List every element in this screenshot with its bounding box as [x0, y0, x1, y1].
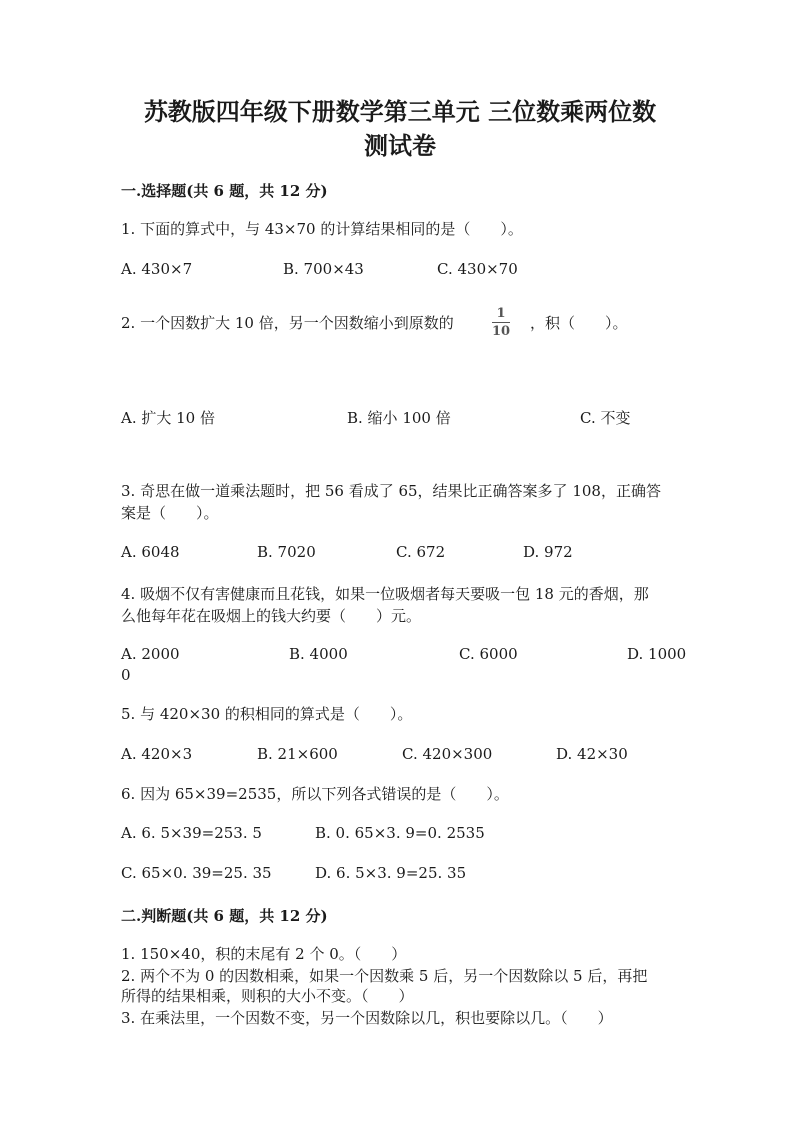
fraction-denominator: 10 [492, 324, 511, 339]
q3-option-c: C. 672 [396, 543, 446, 561]
question-4-line1: 4. 吸烟不仅有害健康而且花钱，如果一位吸烟者每天要吸一包 18 元的香烟，那 [121, 585, 649, 603]
question-3-line1: 3. 奇思在做一道乘法题时，把 56 看成了 65，结果比正确答案多了 108，正确答 [121, 482, 661, 500]
q5-option-c: C. 420×300 [402, 745, 493, 763]
question-2-text-after: ，积（ ）。 [530, 314, 628, 332]
q1-option-a: A. 430×7 [121, 260, 193, 278]
page-title-line2: 测试卷 [364, 131, 436, 160]
q6-option-d: D. 6. 5×3. 9=25. 35 [315, 864, 467, 882]
q6-option-c: C. 65×0. 39=25. 35 [121, 864, 272, 882]
q1-option-c: C. 430×70 [437, 260, 518, 278]
q2-option-a: A. 扩大 10 倍 [121, 409, 215, 427]
fraction-numerator: 1 [496, 306, 506, 321]
q3-option-a: A. 6048 [121, 543, 180, 561]
q4-option-c: C. 6000 [459, 645, 518, 663]
judge-2-line1: 2. 两个不为 0 的因数相乘，如果一个因数乘 5 后，另一个因数除以 5 后，再把 [121, 967, 648, 985]
q6-option-a: A. 6. 5×39=253. 5 [121, 824, 262, 842]
q5-option-a: A. 420×3 [121, 745, 193, 763]
q4-option-d: D. 1000 [627, 645, 687, 663]
q4-option-b: B. 4000 [289, 645, 348, 663]
q6-option-b: B. 0. 65×3. 9=0. 2535 [315, 824, 485, 842]
judge-3: 3. 在乘法里，一个因数不变，另一个因数除以几，积也要除以几。（ ） [121, 1009, 613, 1027]
q3-option-b: B. 7020 [257, 543, 316, 561]
page-title-line1: 苏教版四年级下册数学第三单元 三位数乘两位数 [143, 97, 657, 126]
section-heading-judge: 二.判断题(共 6 题，共 12 分) [121, 907, 328, 925]
question-5-text: 5. 与 420×30 的积相同的算式是（ ）。 [121, 705, 413, 723]
judge-2-line2: 所得的结果相乘，则积的大小不变。（ ） [121, 987, 414, 1005]
q1-option-b: B. 700×43 [283, 260, 364, 278]
q2-option-b: B. 缩小 100 倍 [347, 409, 451, 427]
q5-option-d: D. 42×30 [556, 745, 628, 763]
question-4-line2: 么他每年花在吸烟上的钱大约要（ ）元。 [121, 607, 422, 625]
question-1-text: 1. 下面的算式中，与 43×70 的计算结果相同的是（ ）。 [121, 220, 523, 238]
fraction-bar [492, 322, 510, 323]
section-heading-choice: 一.选择题(共 6 题，共 12 分) [121, 182, 328, 200]
q4-option-d-wrap: 0 [121, 666, 131, 684]
question-3-line2: 案是（ ）。 [121, 504, 219, 522]
fraction-one-tenth [492, 306, 510, 339]
q2-option-c: C. 不变 [580, 409, 631, 427]
q3-option-d: D. 972 [523, 543, 573, 561]
q4-option-a: A. 2000 [121, 645, 180, 663]
q5-option-b: B. 21×600 [257, 745, 338, 763]
question-6-text: 6. 因为 65×39=2535，所以下列各式错误的是（ ）。 [121, 785, 509, 803]
judge-1: 1. 150×40，积的末尾有 2 个 0。（ ） [121, 945, 407, 963]
question-2-text-before: 2. 一个因数扩大 10 倍，另一个因数缩小到原数的 [121, 314, 454, 332]
